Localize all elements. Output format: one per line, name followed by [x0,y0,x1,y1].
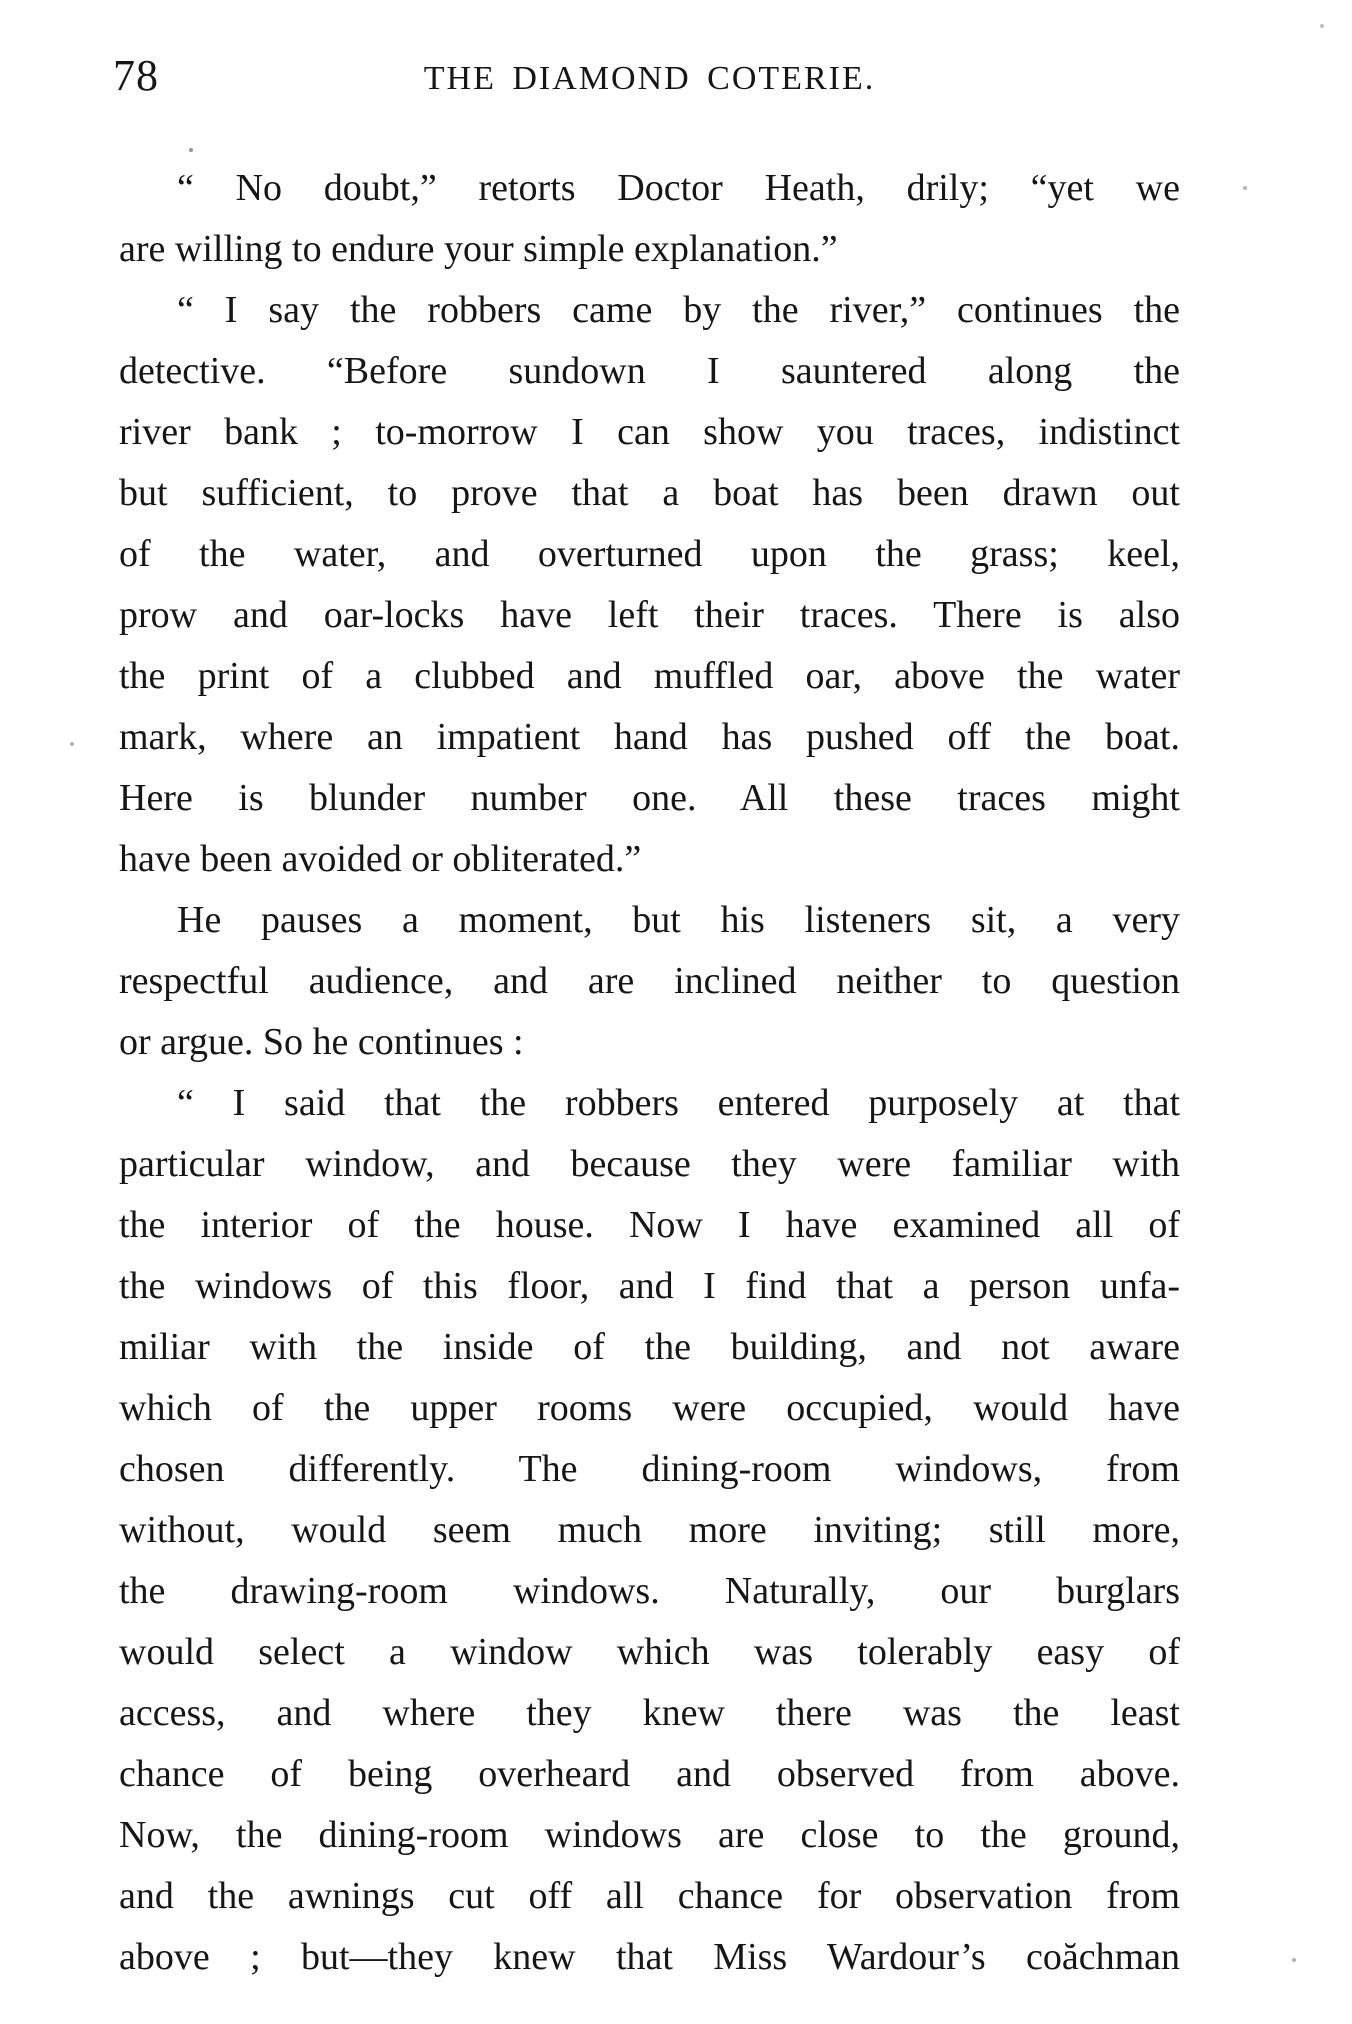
paragraph [119,280,1180,890]
text-line: “ I say the robbers came by the river,” continues the [177,289,1180,331]
text-line: “ No doubt,” retorts Doctor Heath, drily; “yet we [177,167,1180,209]
text-line: chosen differently. The dining-room windows, from [119,1448,1180,1490]
text-line: He pauses a moment, but his listeners sit, a very [177,899,1180,941]
text-line: are willing to endure your simple explanation.” [119,228,838,270]
scan-speck [1320,24,1324,28]
scan-speck [1292,1958,1296,1962]
paragraph [119,1073,1180,1988]
text-line: the print of a clubbed and muffled oar, above the water [119,655,1180,697]
scan-speck [70,742,74,746]
paragraph [119,890,1180,1073]
text-line: the interior of the house. Now I have examined all of [119,1204,1180,1246]
scan-speck [189,148,193,152]
text-line: or argue. So he continues : [119,1021,524,1063]
text-line: Here is blunder number one. All these traces might [119,777,1180,819]
body-text [119,158,1180,1988]
text-line: “ I said that the robbers entered purposely at that [177,1082,1180,1124]
text-line: would select a window which was tolerably easy of [119,1631,1180,1673]
text-line: chance of being overheard and observed from above. [119,1753,1180,1795]
text-line: mark, where an impatient hand has pushed off the boat. [119,716,1180,758]
scan-speck [1243,186,1247,190]
page-header [113,51,1180,100]
text-line: Now, the dining-room windows are close to the ground, [119,1814,1180,1856]
text-line: the windows of this floor, and I find that a person unfa- [119,1265,1180,1307]
text-line: have been avoided or obliterated.” [119,838,642,880]
text-line: access, and where they knew there was the least [119,1692,1180,1734]
text-line: particular window, and because they were familiar with [119,1143,1180,1185]
text-line: which of the upper rooms were occupied, would have [119,1387,1180,1429]
text-line: but sufficient, to prove that a boat has been drawn out [119,472,1180,514]
text-line: prow and oar-locks have left their traces. There is also [119,594,1180,636]
text-line: river bank ; to-morrow I can show you traces, indistinct [119,411,1180,453]
paragraph [119,158,1180,280]
page-number: 78 [113,51,159,100]
text-line: without, would seem much more inviting; still more, [119,1509,1180,1551]
text-line: of the water, and overturned upon the grass; keel, [119,533,1180,575]
text-line: the drawing-room windows. Naturally, our burglars [119,1570,1180,1612]
text-line: and the awnings cut off all chance for observation from [119,1875,1180,1917]
text-line: respectful audience, and are inclined neither to question [119,960,1180,1002]
running-title: THE DIAMOND COTERIE. [423,60,876,97]
text-line: above ; but—they knew that Miss Wardour’s coăchman [119,1936,1180,1978]
text-line: miliar with the inside of the building, and not aware [119,1326,1180,1368]
text-line: detective. “Before sundown I sauntered along the [119,350,1180,392]
